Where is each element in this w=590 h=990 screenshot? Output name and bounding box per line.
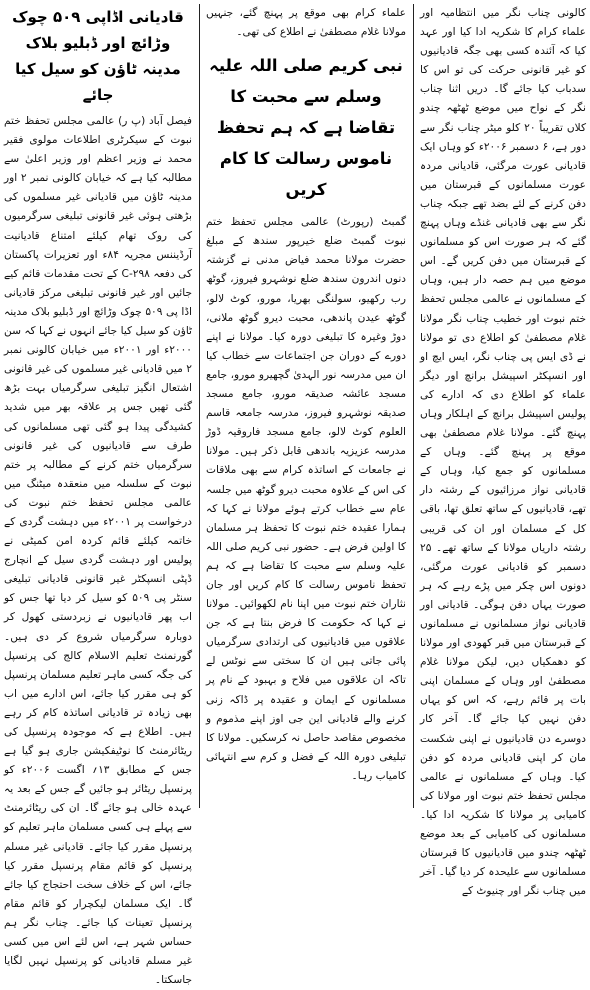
left-column (4, 4, 193, 987)
middle-article-body: گمبٹ (رپورٹ) عالمی مجلس تحفظ ختم نبوت گمبٹ ضلع خیرپور سندھ کے مبلغ حضرت مولانا محمد فیاض مدنی نے گزشتہ دنوں اندرون سندھ ضلع نوشہرو فیروز، گوٹھ رب رکھیو، سولنگی بھریا، مورو، کوٹ لالو، گوٹھ عیدن پاندھی، محبت دیرو گوٹھ ملانی، دوڑ وغیرہ کا تبلیغی دورہ کیا۔ مولانا نے اپنے دورے کے دوران جن اجتماعات سے خطاب کیا ان میں مدرسہ نور الہدیٰ گچھیرو مورو، جامع مسجد عائشہ صدیقہ مورو، جامع مسجد صدیقہ نوشہرو فیروز، مدرسہ جامعہ قاسم العلوم کوٹ لالو، جامع مسجد فاروقیہ ڈوڑ مدرسہ عزیزیہ باندھی قابل ذکر ہیں۔ مولانا نے جامعات کے اساتذہ کرام سے بھی ملاقات کی اس کے علاوہ محبت دیرو گوٹھ میں جلسہ عام سے خطاب کرتے ہوئے مولانا نے کہا کہ ہمارا عقیدہ ختم نبوت کا تحفظ ہر مسلمان کا اولین فرض ہے۔ حضور نبی کریم صلی اللہ علیہ وسلم سے محبت کا تقاضا ہے کہ ہم تحفظ ناموس رسالت کا کام کریں اور جان نثاران ختم نبوت میں اپنا نام لکھوائیں۔ مولانا نے کہا کہ حکومت کا فرض بنتا ہے کہ جن علاقوں میں قادیانیوں کی ارتدادی سرگرمیاں پائی جاتی ہیں ان کا سختی سے نوٹس لے تاکہ ان علاقوں میں فلاح و بہبود کے نام پر مسلمانوں کے ایمان و عقیدہ پر ڈاکہ زنی کرنے والے قادیانی این جی اوز اپنے مذموم و مخصوص مقاصد حاصل نہ کرسکیں۔ مولانا کا تبلیغی دورہ اللہ کے فضل و کرم سے انتہائی کامیاب رہا۔ (206, 216, 406, 782)
right-column-body: کالونی چناب نگر میں انتظامیہ اور علماء کرام کا شکریہ ادا کیا اور عہد کیا کہ آئندہ کسی بھی جگہ قادیانیوں کو غیر قانونی حرکت کی تو اس کا سدباب کیا جائے گا۔ دریں اثنا چناب نگر کے نواح میں موضع ٹھٹھہ چندو کلاں تقریباً ۲۰ کلو میٹر چناب نگر سے دور ہے، ۶ دسمبر ۲۰۰۶ء کو وہاں ایک قادیانی عورت مرگئی، قادیانی مردہ عورت مسلمانوں کے قبرستان میں دفن کرنے کے لئے بضد تھے جبکہ چناب نگر سے بھی قادیانی غنڈے وہاں پہنچ گئے کہ ہر صورت اس کو مسلمانوں کے قبرستان میں دفن کریں گے۔ اس موضع میں ہم حصہ دار ہیں، وہاں کے مسلمانوں نے عالمی مجلس تحفظ ختم نبوت اور خطیب چناب نگر مولانا غلام مصطفیٰ کو اطلاع دی تو مولانا نے ڈی ایس پی چناب نگر، ایس ایچ او اور انسپکٹر اسپیشل برانچ اور دیگر علماء کو اطلاع دی کہ ادارے کی پولیس اسپیشل برانچ کے اہلکار وہاں پہنچ گئے۔ مولانا غلام مصطفیٰ بھی موقع پر پہنچ گئے۔ وہاں کے مسلمانوں کو جمع کیا، وہاں کے قادیانی نواز مرزائیوں کے رشتہ دار تھے، قادیانیوں کے ساتھ تعلق تھا، باقی کل کے مسلمان اور ان کی قریبی رشتہ داریاں مولانا کے ساتھ تھے۔ ۲۵ دسمبر کو قادیانی عورت مرگئی، دونوں اس چکر میں پڑے رہے کہ ہر صورت یہاں دفن ہوگی۔ قادیانی اور قادیانی نواز مسلمانوں نے مسلمانوں کے قبرستان میں قبر کھودی اور مولانا کو دھمکیاں دیں، لیکن مولانا غلام مصطفیٰ اور وہاں کے مسلمان اپنی بات پر قائم رہے، کہ اس کو یہاں دفن نہیں کیا جائے گا۔ آخر کار دوسرے دن قادیانیوں نے اپنی شکست مان کر اپنی قادیانی مردہ کو دفن کیا۔ وہاں کے مسلمانوں نے عالمی مجلس تحفظ ختم نبوت اور مولانا کی کامیابی پر مولانا کا شکریہ ادا کیا۔ مسلمانوں کی کامیابی کے بعد موضع ٹھٹھہ چندو میں قادیانیوں کا قبرستان مسلمانوں سے علیحدہ کر دیا گیا۔ آخر میں چناب نگر اور چنیوٹ کے (420, 7, 587, 898)
middle-article-headline: نبی کریم صلی اللہ علیہ وسلم سے محبت کا تقاضا ہے کہ ہم تحفظ ناموس رسالت کا کام کریں (209, 56, 403, 200)
column-divider (199, 4, 200, 808)
left-article-body: فیصل آباد (پ ر) عالمی مجلس تحفظ ختم نبوت کے سیکرٹری اطلاعات مولوی فقیر محمد نے وزیر اعظم اور وزیر اعلیٰ سے مطالبہ کیا ہے کہ خیابان کالونی نمبر ۲ اور مدینہ ٹاؤن میں قادیانی غیر مسلموں کی بڑھتی ہوئی غیر قانونی تبلیغی سرگرمیوں کی روک تھام کیلئے امتناع قادیانیت آرڈیننس مجریہ ۸۴ء اور تعزیرات پاکستان کی دفعہ ۲۹۸-C کے تحت مقدمات قائم کیے جائیں اور غیر قانونی تبلیغی مرکز قادیانی اڈا پی ۵۰۹ چوک وڑائچ اور ڈبلیو بلاک مدینہ ٹاؤن کو سیل کیا جائے انہوں نے کہا کہ سن ۲۰۰۰ء اور ۲۰۰۱ء میں خیابان کالونی نمبر ۲ میں قادیانی غیر مسلموں کی غیر قانونی اشتعال انگیز تبلیغی سرگرمیاں بہت بڑھ گئی تھیں جس پر علاقہ بھر میں شدید کشیدگی پیدا ہو گئی تھی مسلمانوں کی طرف سے قادیانیوں کی غیر قانونی سرگرمیاں ختم کرنے کے مطالبہ پر ختم نبوت کے سلسلہ میں منعقدہ میٹنگ میں عالمی مجلس تحفظ ختم نبوت کی درخواست پر ۲۰۰۱ء میں دہشت گردی کے خاتمہ کیلئے قائم کردہ امن کمیٹی نے پولیس اور دہشت گردی سیل کے انچارج ڈپٹی انسپکٹر غیر قانونی قادیانی تبلیغی سنٹر پی ۵۰۹ کو سیل کر دیا تھا جس کو اب پھر قادیانیوں نے زبردستی کھول کر دوبارہ سرگرمیاں شروع کر دی ہیں۔ گورنمنٹ تعلیم الاسلام کالج کی پرنسپل کی جگہ کسی ماہر تعلیم مسلمان پرنسپل کو ہی مقرر کیا جائے، اس ادارے میں اب بھی زیادہ تر قادیانی اساتذہ کام کر رہے ہیں۔ اطلاع ہے کہ موجودہ پرنسپل کی ریٹائرمنٹ کا نوٹیفکیشن جاری ہو گیا ہے جس کے مطابق ۱۳؍ اگست ۲۰۰۶ء کو پرنسپل ریٹائر ہو جائیں گے جس کے بعد یہ عہدہ خالی ہو جائے گا۔ ان کی ریٹائرمنٹ سے پہلے ہی کسی مسلمان ماہر تعلیم کو پرنسپل مقرر کیا جائے۔ قادیانی غیر مسلم پرنسپل کو قائم مقام پرنسپل مقرر کیا جائے، اس کے خلاف سخت احتجاج کیا جائے گا۔ ایک مسلمان لیکچرار کو قائم مقام پرنسپل تعینات کیا جائے۔ چناب نگر ہم حساس شہر ہے، اس لئے اس میں کسی غیر مسلم قادیانی کو پرنسپل نہیں لگایا جاسکتا۔ (4, 115, 193, 987)
middle-column-intro: علماء کرام بھی موقع پر پہنچ گئے، جنہیں مولانا غلام مصطفیٰ نے اطلاع کی تھی۔ (206, 7, 406, 39)
left-article-headline: قادیانی اڈاپی ۵۰۹ چوک وڑائچ اور ڈبلیو بلاک مدینہ ٹاؤن کو سیل کیا جائے (12, 8, 184, 104)
right-column (420, 4, 587, 898)
middle-column (206, 4, 406, 808)
newspaper-page (4, 4, 587, 987)
column-divider (413, 4, 414, 808)
